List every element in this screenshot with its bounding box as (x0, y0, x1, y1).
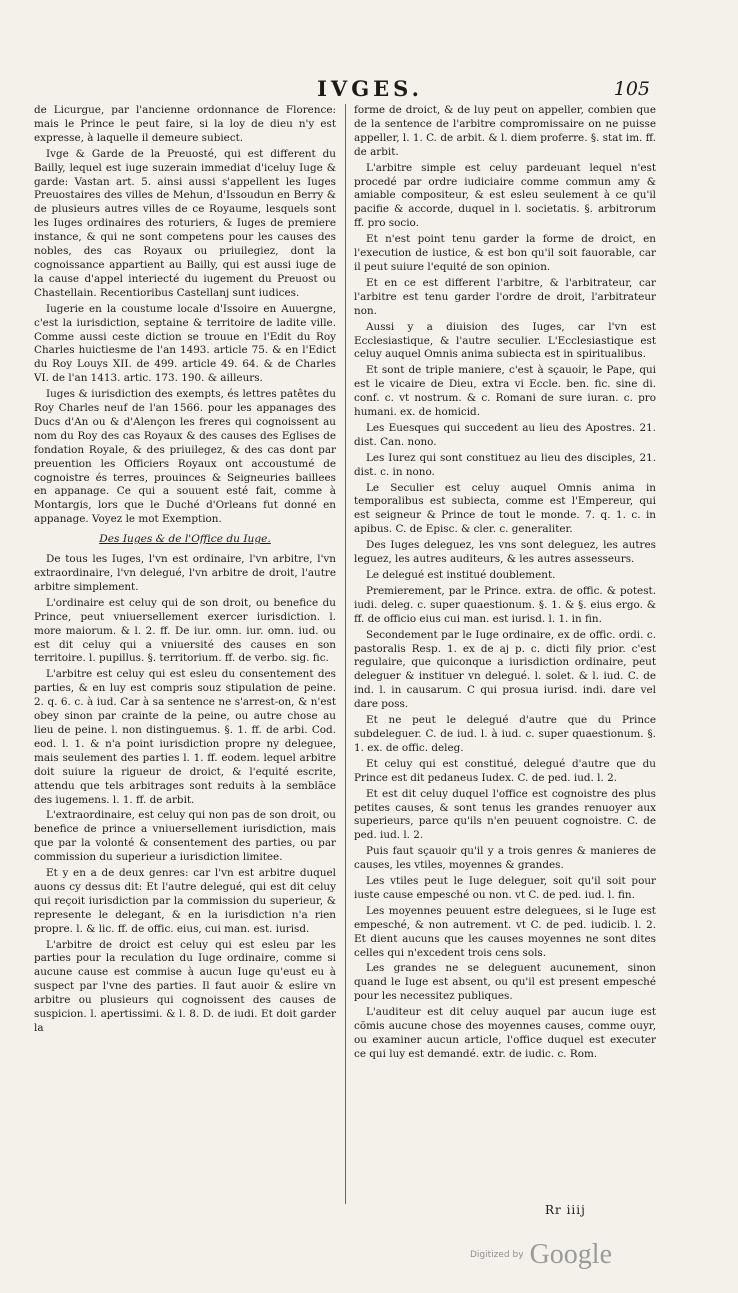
paragraph: Et n'est point tenu garder la forme de droict, en l'execution de iustice, & est bon qu'il soit fauorable, car il peut suiure l'equité de son opinion. (354, 233, 656, 273)
paragraph: Et en ce est different l'arbitre, & l'arbitrateur, car l'arbitre est tenu garder l'ordre de droit, l'arbitrateur non. (354, 276, 656, 317)
paragraph: L'arbitre simple est celuy pardeuant lequel n'est procedé par ordre iudiciaire comme commun amy & amiable compositeur, & est esleu seulement à ce qu'il pacifie & accorde, duquel in l. societatis. §. arbitrorum ff. pro socio. (354, 161, 656, 230)
paragraph: Les vtiles peut le Iuge deleguer, soit qu'il soit pour iuste cause empesché ou non. vt C. de ped. iud. l. fin. (354, 875, 656, 901)
paragraph: Et y en a de deux genres: car l'vn est arbitre duquel auons cy dessus dit: Et l'autre delegué, qui est dit celuy qui reçoit iurisdiction par la commission du superieur, & represente le delegant, & en la iurisdiction n'a rien propre. l. & lic. ff. de offic. eius, cui man. est. iurisd. (34, 867, 336, 935)
running-title: IVGES. (317, 76, 423, 101)
paragraph: Et est dit celuy duquel l'office est cognoistre des plus petites causes, & sont tenus les grandes renuoyer aux superieurs, parce qu'ils n'en peuuent cognoistre. C. de ped. iud. l. 2. (354, 787, 656, 842)
paragraph: de Licurgue, par l'ancienne ordonnance de Florence: mais le Prince le peut faire, si la loy de dieu n'y est expresse, à laquelle il demeure subiect. (34, 104, 336, 144)
paragraph: Les grandes ne se deleguent aucunement, sinon quand le Iuge est absent, ou qu'il est present empesché pour les necessitez publiques. (354, 962, 656, 1003)
paragraph: Aussi y a diuision des Iuges, car l'vn est Ecclesiastique, & l'autre seculier. L'Ecclesiastique est celuy auquel Omnis anima subiecta est in spiritualibus. (354, 320, 656, 361)
google-logo: Google (529, 1239, 612, 1270)
paragraph: L'arbitre de droict est celuy qui est esleu par les parties pour la reculation du Iuge ordinaire, comme si aucune cause est commise à aucun Iuge qu'eust eu à suspect par l'vne des parties. Il faut auoir & eslire vn arbitre ou plusieurs qui cognoissent des causes de suspicion. l. apertissimi. & l. 8. D. de iudi. Et doit garder la (34, 938, 336, 1034)
paragraph: Iuges & iurisdiction des exempts, és lettres patêtes du Roy Charles neuf de l'an 1566. pour les appanages des Ducs d'An ou & d'Alençon les freres qui cognoissent au nom du Roy des cas Royaux & des causes des Eglises de fondation Royale, & des priuilegez, & des cas dont par preuention les Officiers Royaux ont accoustumé de cognoistre és terres, prouinces & Seigneuries baillees en appanage. Ce qui a souuent esté fait, comme à Montargis, lors que le Duché d'Orleans fut donné en appanage. Voyez le mot Exemption. (34, 388, 336, 526)
paragraph: Premierement, par le Prince. extra. de offic. & potest. iudi. deleg. c. super quaestionum. §. 1. & §. eius ergo. & ff. de officio eius cui man. est iurisd. l. 1. in fin. (354, 584, 656, 625)
digitized-by-text: Digitized by (470, 1250, 524, 1260)
right-column (354, 104, 656, 1214)
paragraph: Les Iurez qui sont constituez au lieu des disciples, 21. dist. c. in nono. (354, 451, 656, 478)
paragraph: L'auditeur est dit celuy auquel par aucun iuge est cõmis aucune chose des moyennes causes, comme ouyr, ou examiner aucun article, l'office duquel est executer ce qui luy est demandé. extr. de iudic. c. Rom. (354, 1006, 656, 1060)
paragraph: Puis faut sçauoir qu'il y a trois genres & manieres de causes, les vtiles, moyennes & grandes. (354, 845, 656, 872)
signature-mark: Rr iiij (545, 1203, 586, 1217)
paragraph: Iugerie en la coustume locale d'Issoire en Auuergne, c'est la iurisdiction, septaine & territoire de ladite ville. Comme aussi ceste diction se trouue en l'Edit du Roy Charles huictiesme de l'an 1493. article 75. & en l'Edict du Roy Louys XII. de 499. article 49. 64. & de Charles VI. de l'an 1413. artic. 173. 190. & ailleurs. (34, 302, 336, 385)
paragraph: De tous les Iuges, l'vn est ordinaire, l'vn arbitre, l'vn extraordinaire, l'vn delegué, l'vn arbitre de droit, l'autre arbitre simplement. (34, 553, 336, 593)
paragraph: Des Iuges deleguez, les vns sont deleguez, les autres leguez, les autres auditeurs, & les autres assesseurs. (354, 539, 656, 566)
left-column (34, 104, 336, 1214)
paragraph: L'arbitre est celuy qui est esleu du consentement des parties, & en luy est compris souz stipulation de peine. 2. q. 6. c. à iud. Car à sa sentence ne s'arrest-on, & n'est obey sinon par crainte de la peine, ou autre chose au lieu de peine. l. non distinguemus. §. 1. ff. de arbi. Cod. eod. l. 1. & n'a point iurisdiction propre ny deleguee, mais seulement des parties l. 1. ff. eodem. lequel arbitre doit suiure la rigueur de droict, & l'equité escrite, attendu que tels arbitrages sont reduits à la semblãce des iugemens. l. 1. ff. de arbit. (34, 668, 336, 806)
paragraph: Et sont de triple maniere, c'est à sçauoir, le Pape, qui est le vicaire de Dieu, extra vi Eccle. ben. fic. sine di. conf. c. vt nostrum. & c. Romani de sure iuran. c. pro humani. ex. de homicid. (354, 364, 656, 419)
paragraph: Secondement par le Iuge ordinaire, ex de offic. ordi. c. pastoralis Resp. 1. ex de aj p. c. dicti fily prior. c'est regulaire, que quiconque a iurisdiction ordinaire, peut deleguer & instituer vn delegué. l. solet. & l. iud. C. de ind. l. in causarum. C qui prosua iurisd. indi. dare vel dare poss. (354, 628, 656, 711)
paragraph: Et celuy qui est constitué, delegué d'autre que du Prince est dit pedaneus Iudex. C. de ped. iud. l. 2. (354, 757, 656, 784)
paragraph: Le delegué est institué doublement. (366, 569, 556, 581)
paragraph: Le Seculier est celuy auquel Omnis anima in temporalibus est subiecta, comme est l'Empereur, qui est seigneur & Prince de tout le monde. 7. q. 1. c. in apibus. C. de Episc. & cler. c. generaliter. (354, 481, 656, 536)
paragraph: Ivge & Garde de la Preuosté, qui est different du Bailly, lequel est iuge suzerain immediat d'iceluy Iuge & garde: Vastan art. 5. ainsi aussi s'appellent les Iuges Preuostaires des villes de Mehun, d'Issoudun en Berry & de plusieurs autres villes de ce Royaume, lesquels sont les Iuges ordinaires des roturiers, & Iuges de premiere instance, & qui ne sont competens pour les causes des nobles, des cas Royaux ou priuilegiez, dont la cognoissance appartient au Bailly, qui est aussi iuge de la cause d'appel interiecté du iugement du Preuost ou Chastellain. Recentioribus Castellanj sunt iudices. (34, 147, 336, 299)
digitized-watermark (470, 1240, 670, 1270)
paragraph: Les moyennes peuuent estre deleguees, si le Iuge est empesché, & non autrement. vt C. de ped. iudicib. l. 2. Et dient aucuns que les causes moyennes ne sont dites celles qui n'excedent trois cens sols. (354, 904, 656, 959)
paragraph: L'ordinaire est celuy qui de son droit, ou benefice du Prince, peut vniuersellement exercer iurisdiction. l. more maiorum. & l. 2. ff. De iur. omn. iur. omn. iud. ou est dit celuy qui a vniuersité des causes en son territoire. l. pupillus. §. territorium. ff. de verbo. sig. fic. (34, 596, 336, 665)
page-header (0, 76, 738, 104)
page-number: 105 (613, 78, 650, 100)
paragraph: forme de droict, & de luy peut on appeller, combien que de la sentence de l'arbitre compromissaire on ne puisse appeller, l. 1. C. de arbit. & l. diem proferre. §. stat im. ff. de arbit. (354, 104, 656, 158)
paragraph: Et ne peut le delegué d'autre que du Prince subdeleguer. C. de iud. l. à iud. c. super quaestionum. §. 1. ex. de offic. deleg. (354, 714, 656, 754)
paragraph: Les Euesques qui succedent au lieu des Apostres. 21. dist. Can. nono. (354, 421, 656, 448)
section-heading: Des Iuges & de l'Office du Iuge. (99, 533, 271, 546)
text-columns (34, 104, 656, 1214)
paragraph: L'extraordinaire, est celuy qui non pas de son droit, ou benefice de prince a vniuersellement iurisdiction, mais que par la volonté & consentement des parties, ou par commission du superieur a iurisdiction limitee. (34, 809, 336, 864)
